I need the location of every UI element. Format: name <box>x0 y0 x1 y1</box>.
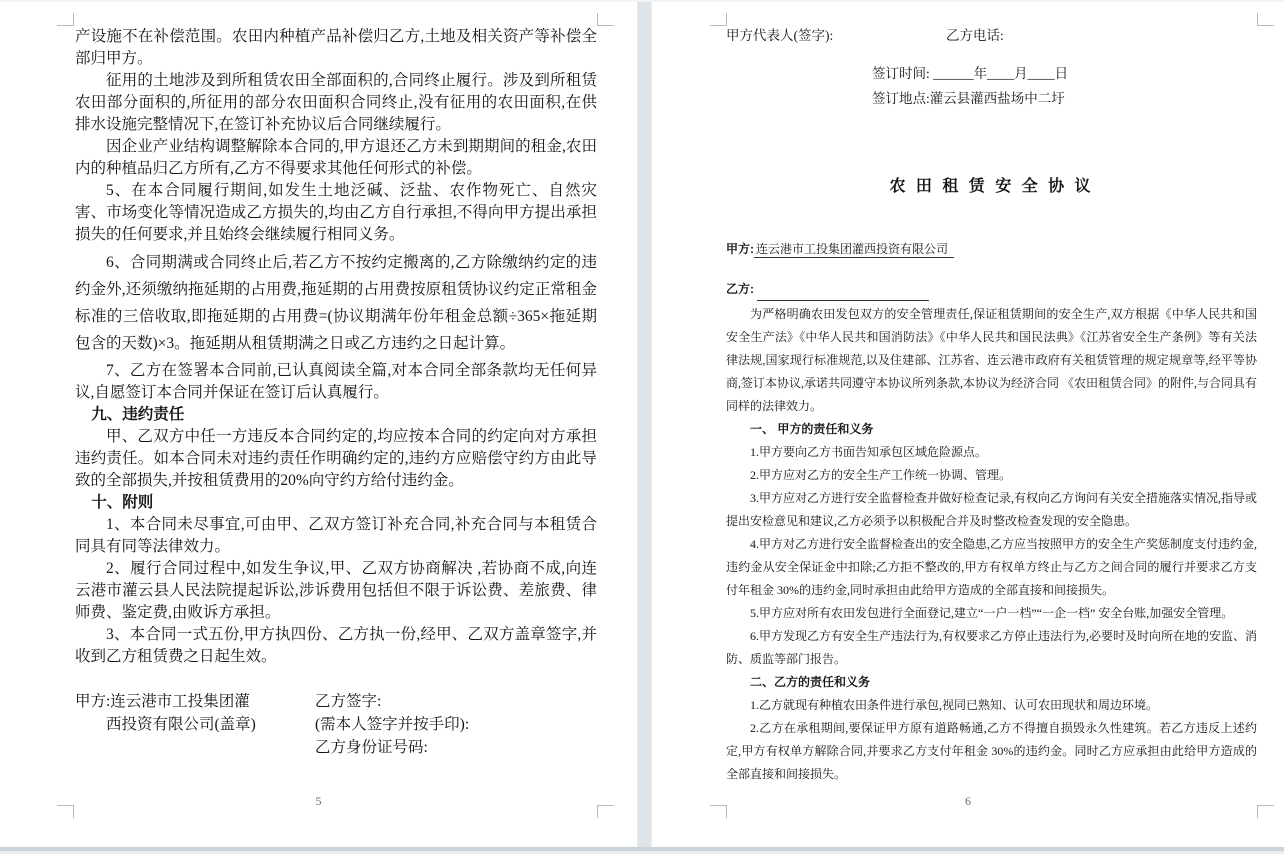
party-a-signature-line2: 西投资有限公司(盖章) <box>106 716 256 733</box>
representative-row <box>726 24 1257 47</box>
section-2-heading: 二、乙方的责任和义务 <box>750 675 871 689</box>
window-top-edge <box>0 0 1284 2</box>
margin-mark-top-right <box>597 13 614 26</box>
paragraph: 3、本合同一式五份,甲方执四份、乙方执一份,经甲、乙双方盖章签字,并收到乙方租赁费之日起生效。 <box>75 626 597 665</box>
page-number-6: 6 <box>965 794 971 808</box>
party-b-phone-label: 乙方电话: <box>946 28 1004 43</box>
section-heading-breach: 九、违约责任 <box>91 406 185 423</box>
paragraph: 产设施不在补偿范围。农田内种植产品补偿归乙方,土地及相关资产等补偿全部归甲方。 <box>75 28 597 67</box>
party-b-fingerprint-note: (需本人签字并按手印): <box>315 716 470 733</box>
sign-place-line: 签订地点:灌云县灌西盐场中二圩 <box>872 91 1065 106</box>
paragraph: 征用的土地涉及到所租赁农田全部面积的,合同终止履行。涉及到所租赁农田部分面积的,所征用的部分农田面积合同终止,没有征用的农田面积,在供排水设施完整情况下,在签订补充协议后合同继续履行。 <box>75 72 597 133</box>
paragraph: 因企业产业结构调整解除本合同的,甲方退还乙方未到期期间的租金,农田内的种植品归乙方所有,乙方不得要求其他任何形式的补偿。 <box>75 138 597 177</box>
sign-time-line: 签订时间: ______年____月____日 <box>872 66 1069 81</box>
party-a-signature-line: 甲方:连云港市工投集团灌 <box>75 693 250 710</box>
paragraph: 6、合同期满或合同终止后,若乙方不按约定搬离的,乙方除缴纳约定的违约金外,还须缴纳拖延期的占用费,拖延期的占用费按原租赁协议约定正常租金标准的三倍收取,即拖延期的占用费=(协议期满年份年租金总额÷365×拖延期包含的天数)×3。拖延期从租赁期满之日或乙方违约之日起计算。 <box>75 254 597 352</box>
paragraph: 2、履行合同过程中,如发生争议,甲、乙双方协商解决 ,若协商不成,向连云港市灌云县人民法院提起诉讼,涉诉费用包括但不限于诉讼费、差旅费、律师费、鉴定费,由败诉方承担。 <box>75 560 597 621</box>
margin-mark-top-right <box>1257 13 1274 26</box>
party-a-label: 甲方: <box>726 242 754 256</box>
list-item: 2.乙方在承租期间,要保证甲方原有道路畅通,乙方不得擅自损毁永久性建筑。若乙方违反上述约定,甲方有权单方解除合同,并要求乙方支付年租金 30%的违约金。同时乙方应承担由此给甲方造成的全部直接和间接损失。 <box>726 721 1257 781</box>
signature-block <box>75 690 597 759</box>
margin-mark-top-left <box>57 13 74 26</box>
paragraph: 7、乙方在签署本合同前,已认真阅读全篇,对本合同全部条款均无任何异议,自愿签订本合同并保证在签订后认真履行。 <box>75 362 597 401</box>
section-heading-appendix: 十、附则 <box>91 494 154 511</box>
party-a-representative-label: 甲方代表人(签字): <box>726 28 834 43</box>
page-6-surface[interactable] <box>652 0 1284 847</box>
list-item: 3.甲方应对乙方进行安全监督检查并做好检查记录,有权向乙方询问有关安全措施落实情况,指导或提出安检意见和建议,乙方必须予以积极配合并及时整改检查发现的安全隐患。 <box>726 491 1258 528</box>
party-b-sign-label: 乙方签字: <box>315 693 382 710</box>
party-b-line <box>726 278 1257 301</box>
page-5-surface[interactable] <box>0 0 637 847</box>
page-5-text-area <box>75 26 597 759</box>
margin-mark-top-left <box>710 13 727 26</box>
paragraph: 5、在本合同履行期间,如发生土地泛碱、泛盐、农作物死亡、自然灾害、市场变化等情况造成乙方损失的,均由乙方自行承担,不得向甲方提出承担损失的任何要求,并且始终会继续履行相同义务。 <box>75 182 597 243</box>
paragraph: 甲、乙双方中任一方违反本合同约定的,均应按本合同的约定向对方承担违约责任。如本合同未对违约责任作明确约定的,违约方应赔偿守约方由此导致的全部损失,并按租赁费用的20%向守约方给付违约金。 <box>75 428 597 489</box>
list-item: 1.乙方就现有种植农田条件进行承包,视同已熟知、认可农田现状和周边环境。 <box>750 698 1159 712</box>
page-number-5: 5 <box>315 794 322 808</box>
list-item: 6.甲方发现乙方有安全生产违法行为,有权要求乙方停止违法行为,必要时及时向所在地的安监、消防、质监等部门报告。 <box>726 629 1258 666</box>
party-b-label: 乙方: <box>726 282 754 296</box>
intro-paragraph: 为严格明确农田发包双方的安全管理责任,保证租赁期间的安全生产,双方根据《中华人民共和国安全生产法》《中华人民共和国消防法》《中华人民共和国民法典》《江苏省安全生产条例》等有关法律法规,国家现行标准规范,以及住建部、江苏省、连云港市政府有关租赁管理的规定规章等,经平等协商,签订本协议,承诺共同遵守本协议所列条款,本协议为经济合同 《农田租赁合同》的附件,与合同具有同样的法律效力。 <box>726 307 1258 413</box>
list-item: 1.甲方要向乙方书面告知承包区域危险源点。 <box>750 445 988 459</box>
party-b-blank-underline <box>757 288 929 301</box>
list-item: 5.甲方应对所有农田发包进行全面登记,建立“一户一档”“一企一档” 安全台账,加强安全管理。 <box>750 606 1234 620</box>
section-1-heading: 一、 甲方的责任和义务 <box>750 422 874 436</box>
party-a-company-name: 连云港市工投集团灌西投资有限公司 <box>754 242 954 258</box>
list-item: 4.甲方对乙方进行安全监督检查出的安全隐患,乙方应当按照甲方的安全生产奖惩制度支付违约金,违约金从安全保证金中扣除;乙方拒不整改的,甲方有权单方终止与乙方之间合同的履行并要求乙方支付年租金 30%的违约金,同时承担由此给甲方造成的全部直接和间接损失。 <box>726 537 1258 597</box>
page-gap-divider <box>637 0 652 847</box>
list-item: 2.甲方应对乙方的安全生产工作统一协调、管理。 <box>750 468 1012 482</box>
party-b-id-label: 乙方身份证号码: <box>315 739 428 756</box>
party-a-line <box>726 238 1257 261</box>
paragraph: 1、本合同未尽事宜,可由甲、乙双方签订补充合同,补充合同与本租赁合同具有同等法律效力。 <box>75 516 597 555</box>
page-6-text-area <box>726 24 1257 786</box>
agreement-title: 农 田 租 赁 安 全 协 议 <box>889 178 1094 195</box>
